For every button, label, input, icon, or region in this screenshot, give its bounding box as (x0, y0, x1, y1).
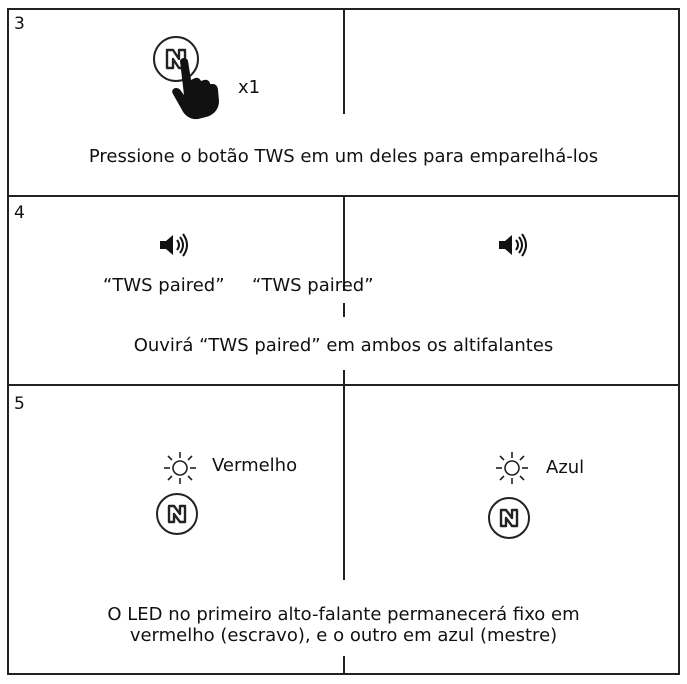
speaker-sound-icon (158, 232, 190, 258)
step-number-3: 3 (14, 14, 25, 34)
tws-paired-right: “TWS paired” (252, 275, 374, 296)
step-3-caption: Pressione o botão TWS em um deles para emparelhá-los (88, 146, 599, 167)
step-4-caption: Ouvirá “TWS paired” em ambos os altifalantes (133, 335, 554, 356)
step-number-5: 5 (14, 394, 25, 414)
led-light-icon (492, 450, 532, 486)
center-divider-2b (343, 303, 345, 317)
tws-button-icon (140, 25, 250, 125)
led-label-left: Vermelho (212, 455, 298, 476)
led-label-right: Azul (546, 457, 585, 478)
tws-button-icon (155, 492, 199, 536)
led-light-icon (160, 450, 200, 486)
step-number-4: 4 (14, 203, 25, 223)
center-divider-2c (343, 370, 345, 386)
center-divider-3b (343, 656, 345, 675)
speaker-sound-icon (497, 232, 529, 258)
step-5-caption-line2: vermelho (escravo), e o outro em azul (mestre) (129, 625, 558, 646)
tws-paired-left: “TWS paired” (103, 275, 225, 296)
center-divider-1 (343, 8, 345, 114)
press-count: x1 (238, 77, 261, 98)
step-5-caption-line1: O LED no primeiro alto-falante permanecerá fixo em (107, 604, 580, 625)
center-divider-3a (343, 386, 345, 580)
tws-button-icon (487, 496, 531, 540)
